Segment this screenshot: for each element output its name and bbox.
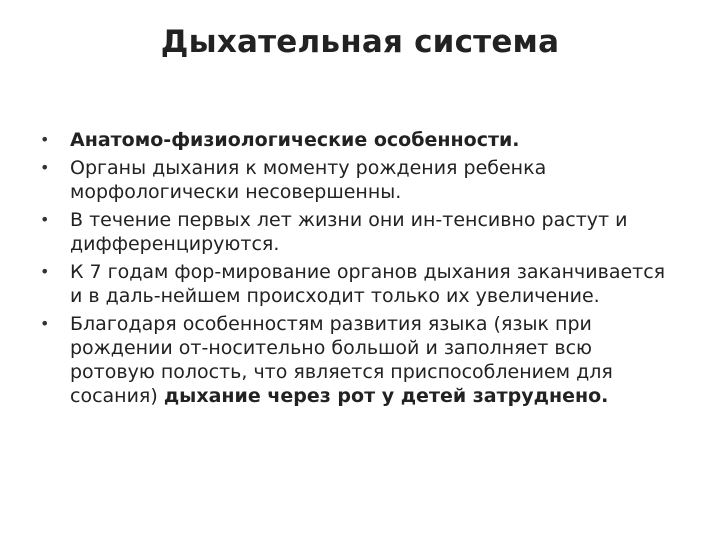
- bullet-text: Анатомо-физиологические особенности.: [70, 129, 520, 151]
- bullet-dot-icon: •: [40, 210, 50, 229]
- bullet-item: [40, 208, 680, 256]
- bullet-item: [40, 156, 680, 204]
- bullet-bold-text: дыхание через рот у детей затруднено.: [163, 385, 609, 407]
- bullet-text: Благодаря особенностям развития языка (язык при рождении от-носительно большой и заполняет всю ротовую полость, что является приспособлением для сосания): [70, 313, 613, 407]
- bullet-dot-icon: •: [40, 158, 50, 177]
- bullet-dot-icon: •: [40, 314, 50, 333]
- bullet-dot-icon: •: [40, 130, 50, 149]
- bullet-dot-icon: •: [40, 262, 50, 281]
- bullet-list: [40, 128, 680, 412]
- bullet-text: К 7 годам фор-мирование органов дыхания заканчивается и в даль-нейшем происходит только их увеличение.: [70, 261, 666, 307]
- bullet-item: [40, 260, 680, 308]
- bullet-text: В течение первых лет жизни они ин-тенсивно растут и дифференцируются.: [70, 209, 628, 255]
- bullet-item: [40, 128, 680, 152]
- bullet-text: Органы дыхания к моменту рождения ребенка морфологически несовершенны.: [70, 157, 547, 203]
- slide-title: Дыхательная система: [160, 24, 560, 60]
- bullet-item: [40, 312, 680, 408]
